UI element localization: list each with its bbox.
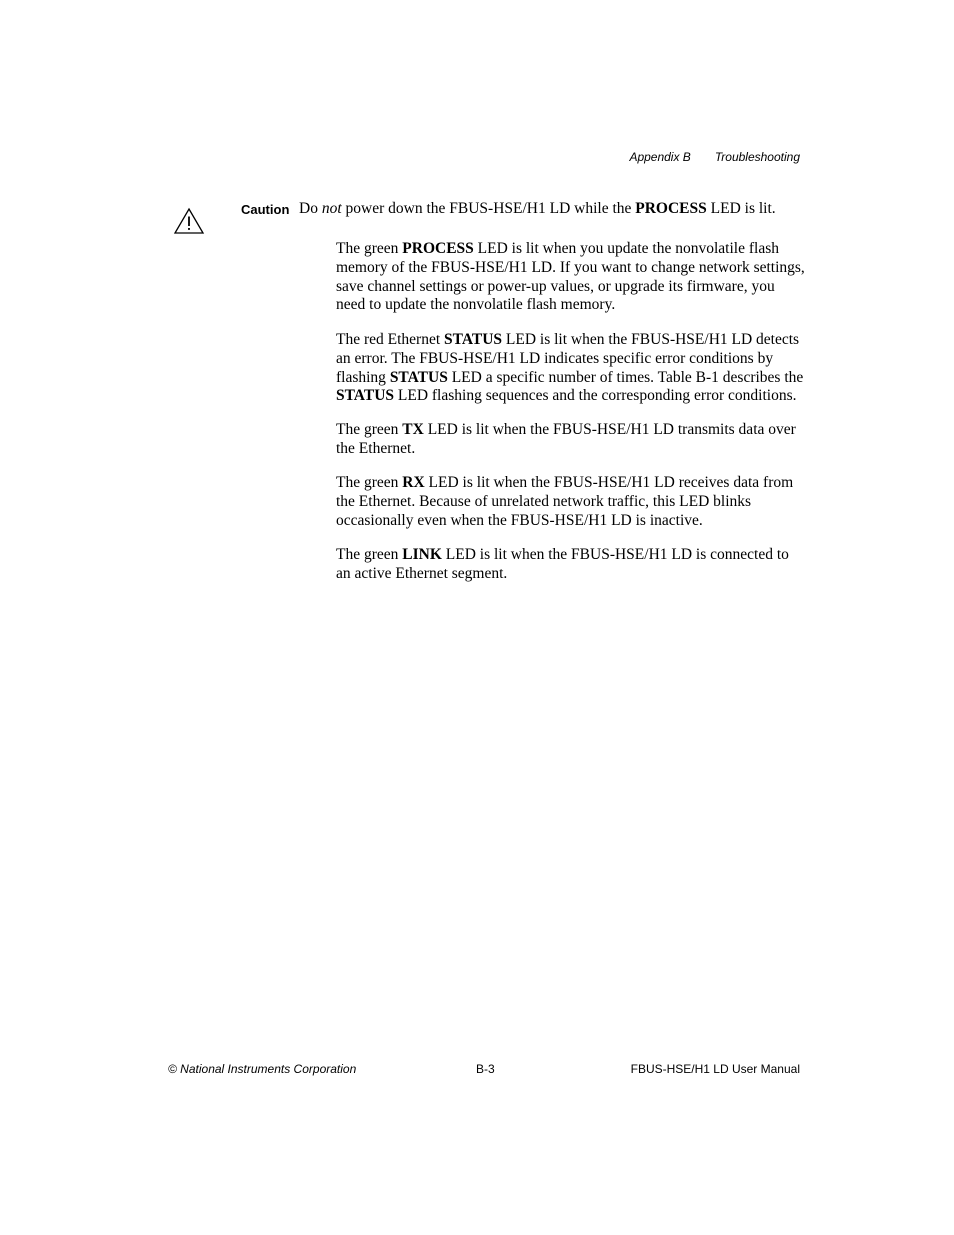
paragraph-tx-led bbox=[336, 421, 806, 459]
paragraph-text: LED is lit when the FBUS-HSE/H1 LD receives data from the Ethernet. Because of unrelated network traffic, this LED blinks occasionally even when the FBUS-HSE/H1 LD is inactive. bbox=[336, 474, 794, 529]
paragraph-text: LED flashing sequences and the corresponding error conditions. bbox=[394, 387, 797, 405]
paragraph-rx-led bbox=[336, 474, 806, 530]
header-title: Troubleshooting bbox=[714, 150, 800, 164]
paragraph-text: The green bbox=[336, 421, 403, 438]
paragraph-text: LED is lit when you update the nonvolatile flash memory of the FBUS-HSE/H1 LD. If you want to change network settings, save channel settings or power-up values, or upgrade its firmware, you need to update the nonvolatile flash memory. bbox=[336, 240, 805, 314]
paragraph-text: LED is lit when the FBUS-HSE/H1 LD is connected to an active Ethernet segment. bbox=[336, 546, 789, 582]
led-name: LINK bbox=[402, 546, 442, 563]
footer-copyright: © National Instruments Corporation bbox=[168, 1062, 357, 1076]
paragraph-text: LED is lit when the FBUS-HSE/H1 LD detects an error. The FBUS-HSE/H1 LD indicates specific error conditions by flashing bbox=[336, 331, 800, 386]
led-name: TX bbox=[402, 421, 424, 438]
caution-emphasis: not bbox=[321, 200, 342, 217]
caution-text-part: LED is lit. bbox=[706, 200, 776, 217]
paragraph-text: LED a specific number of times. Table B-1 describes the bbox=[447, 368, 804, 386]
paragraph-text: The red Ethernet bbox=[336, 331, 445, 348]
caution-label: Caution bbox=[241, 202, 290, 217]
paragraph-text: The green bbox=[336, 546, 403, 563]
led-name: RX bbox=[402, 474, 425, 491]
led-name: STATUS bbox=[336, 387, 395, 405]
paragraph-status-led bbox=[336, 331, 806, 406]
footer-manual-title: FBUS-HSE/H1 LD User Manual bbox=[630, 1062, 800, 1076]
led-name: STATUS bbox=[389, 368, 448, 386]
caution-led-name: PROCESS bbox=[635, 200, 707, 217]
paragraph-text: LED is lit when the FBUS-HSE/H1 LD transmits data over the Ethernet. bbox=[336, 421, 796, 457]
paragraph-text: The green bbox=[336, 240, 403, 257]
led-name: PROCESS bbox=[402, 240, 474, 257]
caution-triangle-icon bbox=[173, 207, 205, 235]
caution-text-part: power down the FBUS-HSE/H1 LD while the bbox=[341, 200, 636, 217]
running-header bbox=[600, 150, 800, 164]
header-section: Appendix B bbox=[629, 150, 691, 164]
paragraph-link-led bbox=[336, 546, 806, 584]
paragraph-text: The green bbox=[336, 474, 403, 491]
caution-text bbox=[299, 200, 776, 218]
paragraph-process-led bbox=[336, 240, 806, 315]
led-name: STATUS bbox=[444, 331, 503, 348]
page-number: B-3 bbox=[476, 1062, 495, 1076]
caution-text-part: Do bbox=[299, 200, 322, 217]
